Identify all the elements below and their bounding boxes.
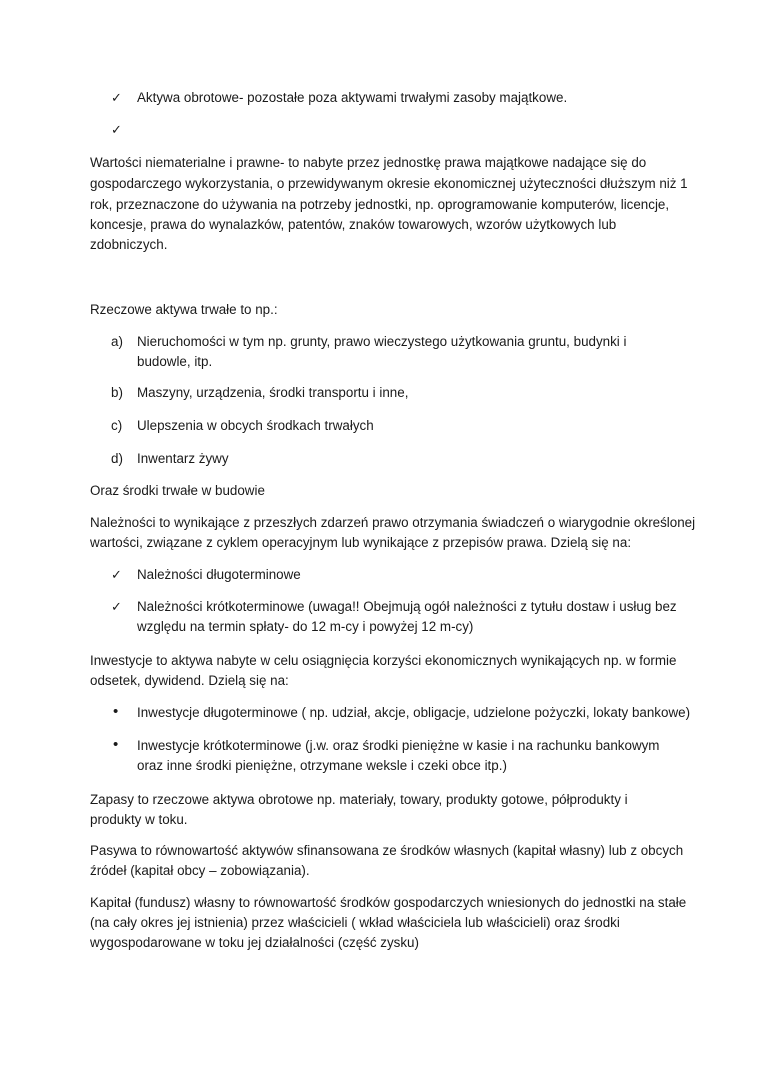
list-item-text: Maszyny, urządzenia, środki transportu i inne, (137, 385, 409, 400)
list-item-text: Ulepszenia w obcych środkach trwałych (137, 418, 374, 433)
paragraph-line: produkty w toku. (90, 812, 188, 827)
list-item-text: Należności długoterminowe (137, 567, 301, 582)
paragraph-line: koncesje, prawa do wynalazków, patentów, znaków towarowych, wzorów użytkowych lub (90, 217, 617, 232)
list-item-text: Nieruchomości w tym np. grunty, prawo wieczystego użytkowania gruntu, budynki i (137, 334, 627, 349)
paragraph-line: Kapitał (fundusz) własny to równowartość środków gospodarczych wniesionych do jednostki na stałe (90, 895, 687, 910)
checkmark-icon: ✓ (111, 567, 122, 582)
paragraph-line: rok, przeznaczone do używania na potrzeby jednostki, np. oprogramowanie komputerów, licencje, (90, 197, 670, 212)
paragraph-line: Oraz środki trwałe w budowie (90, 483, 265, 498)
checkmark-icon: ✓ (111, 90, 122, 105)
list-marker: b) (111, 385, 123, 400)
list-marker: c) (111, 418, 123, 433)
paragraph-line: zdobniczych. (90, 237, 168, 252)
paragraph-line: źródeł (kapitał obcy – zobowiązania). (90, 863, 310, 878)
list-marker: a) (111, 334, 123, 349)
paragraph-line: Pasywa to równowartość aktywów sfinansowana ze środków własnych (kapitał własny) lub z obcych (90, 843, 684, 858)
paragraph-line: Inwestycje to aktywa nabyte w celu osiągnięcia korzyści ekonomicznych wynikających np. w formie (90, 653, 677, 668)
paragraph-line: Wartości niematerialne i prawne- to nabyte przez jednostkę prawa majątkowe nadające się do (90, 155, 647, 170)
list-item-text: oraz inne środki pieniężne, otrzymane weksle i czeki obce itp.) (137, 758, 507, 773)
list-item-text: budowle, itp. (137, 354, 213, 369)
list-item-text: Inwestycje krótkoterminowe (j.w. oraz środki pieniężne w kasie i na rachunku bankowym (137, 738, 660, 753)
paragraph-line: Rzeczowe aktywa trwałe to np.: (90, 302, 278, 317)
paragraph-line: gospodarczego wykorzystania, o przewidywanym okresie ekonomicznej użyteczności dłuższym niż 1 (90, 176, 688, 191)
checkmark-icon: ✓ (111, 122, 122, 137)
list-item-text: względu na termin spłaty- do 12 m-cy i powyżej 12 m-cy) (137, 619, 474, 634)
paragraph-line: wartości, związane z cyklem operacyjnym lub wynikające z przepisów prawa. Dzielą się na: (90, 535, 632, 550)
list-item-text: Należności krótkoterminowe (uwaga!! Obejmują ogół należności z tytułu dostaw i usług bez (137, 599, 677, 614)
list-item-text: Inwentarz żywy (137, 451, 229, 466)
paragraph-line: Zapasy to rzeczowe aktywa obrotowe np. materiały, towary, produkty gotowe, półprodukty i (90, 792, 628, 807)
paragraph-line: (na cały okres jej istnienia) przez właścicieli ( wkład właściciela lub właścicieli) oraz środki (90, 915, 620, 930)
paragraph-line: wygospodarowane w toku jej działalności (część zysku) (90, 935, 419, 950)
checkmark-icon: ✓ (111, 599, 122, 614)
bullet-icon: • (113, 703, 119, 720)
paragraph-line: odsetek, dywidend. Dzielą się na: (90, 673, 289, 688)
bullet-icon: • (113, 736, 119, 753)
list-item-text: Aktywa obrotowe- pozostałe poza aktywami trwałymi zasoby majątkowe. (137, 90, 568, 105)
list-item-text: Inwestycje długoterminowe ( np. udział, akcje, obligacje, udzielone pożyczki, lokaty bankowe) (137, 705, 691, 720)
list-marker: d) (111, 451, 123, 466)
paragraph-line: Należności to wynikające z przeszłych zdarzeń prawo otrzymania świadczeń o wiarygodnie określonej (90, 515, 696, 530)
